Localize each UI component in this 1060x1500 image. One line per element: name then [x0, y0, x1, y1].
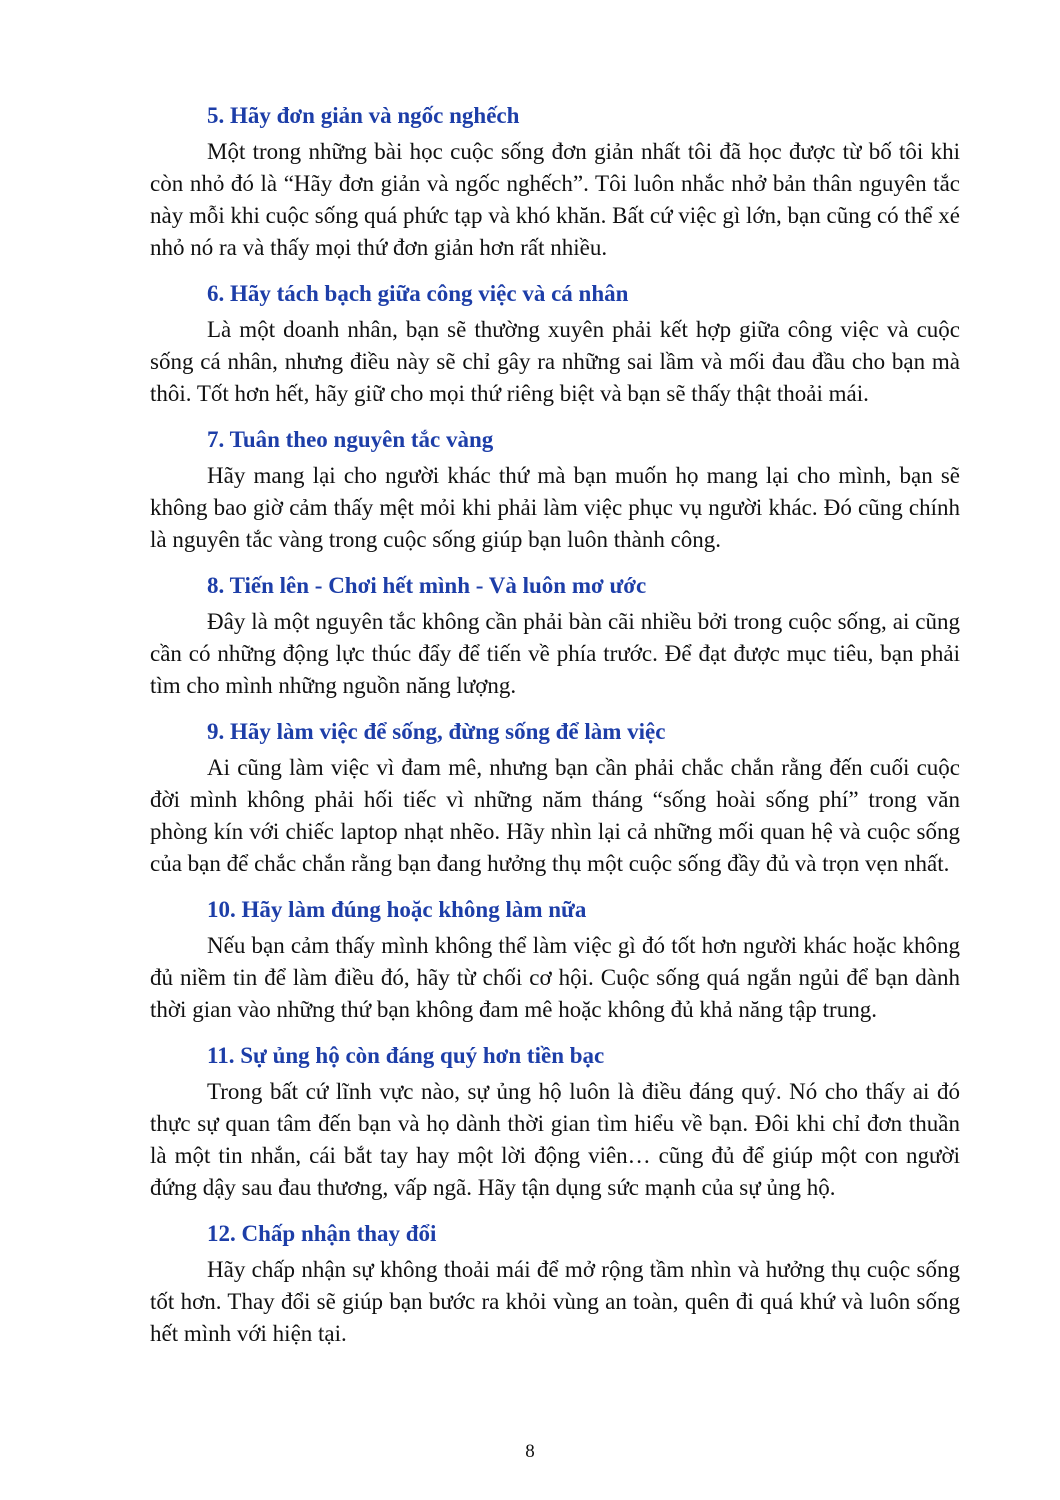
section-heading: 5. Hãy đơn giản và ngốc nghếch [207, 103, 520, 128]
page-number: 8 [525, 1441, 535, 1462]
section-11 [150, 1040, 960, 1204]
section-6 [150, 278, 960, 410]
section-paragraph: Hãy mang lại cho người khác thứ mà bạn muốn họ mang lại cho mình, bạn sẽ không bao giờ cảm thấy mệt mỏi khi phải làm việc phục vụ người khác. Đó cũng chính là nguyên tắc vàng trong cuộc sống giúp bạn luôn thành công. [150, 463, 960, 552]
section-5 [150, 100, 960, 264]
section-heading: 12. Chấp nhận thay đổi [207, 1221, 437, 1246]
section-heading: 9. Hãy làm việc để sống, đừng sống để làm việc [207, 719, 666, 744]
section-paragraph: Nếu bạn cảm thấy mình không thể làm việc gì đó tốt hơn người khác hoặc không đủ niềm tin để làm điều đó, hãy từ chối cơ hội. Cuộc sống quá ngắn ngủi để bạn dành thời gian vào những thứ bạn không đam mê hoặc không đủ khả năng tập trung. [150, 933, 960, 1022]
section-paragraph: Trong bất cứ lĩnh vực nào, sự ủng hộ luôn là điều đáng quý. Nó cho thấy ai đó thực sự quan tâm đến bạn và họ dành thời gian tìm hiểu về bạn. Đôi khi chỉ đơn thuần là một tin nhắn, cái bắt tay hay một lời động viên… cũng đủ để giúp một con người đứng dậy sau đau thương, vấp ngã. Hãy tận dụng sức mạnh của sự ủng hộ. [150, 1079, 960, 1200]
section-12 [150, 1218, 960, 1350]
section-paragraph: Là một doanh nhân, bạn sẽ thường xuyên phải kết hợp giữa công việc và cuộc sống cá nhân, nhưng điều này sẽ chỉ gây ra những sai lầm và mối đau đầu cho bạn mà thôi. Tốt hơn hết, hãy giữ cho mọi thứ riêng biệt và bạn sẽ thấy thật thoải mái. [150, 317, 960, 406]
section-heading: 8. Tiến lên - Chơi hết mình - Và luôn mơ ước [207, 573, 647, 598]
section-8 [150, 570, 960, 702]
section-heading: 11. Sự ủng hộ còn đáng quý hơn tiền bạc [207, 1043, 605, 1068]
document-page [150, 100, 960, 1364]
section-heading: 6. Hãy tách bạch giữa công việc và cá nhân [207, 281, 629, 306]
section-paragraph: Một trong những bài học cuộc sống đơn giản nhất tôi đã học được từ bố tôi khi còn nhỏ đó là “Hãy đơn giản và ngốc nghếch”. Tôi luôn nhắc nhở bản thân nguyên tắc này mỗi khi cuộc sống quá phức tạp và khó khăn. Bất cứ việc gì lớn, bạn cũng có thể xé nhỏ nó ra và thấy mọi thứ đơn giản hơn rất nhiều. [150, 139, 960, 260]
section-heading: 7. Tuân theo nguyên tắc vàng [207, 427, 494, 452]
section-10 [150, 894, 960, 1026]
section-7 [150, 424, 960, 556]
section-paragraph: Hãy chấp nhận sự không thoải mái để mở rộng tầm nhìn và hưởng thụ cuộc sống tốt hơn. Thay đổi sẽ giúp bạn bước ra khỏi vùng an toàn, quên đi quá khứ và luôn sống hết mình với hiện tại. [150, 1257, 960, 1346]
section-heading: 10. Hãy làm đúng hoặc không làm nữa [207, 897, 587, 922]
section-9 [150, 716, 960, 880]
section-paragraph: Ai cũng làm việc vì đam mê, nhưng bạn cần phải chắc chắn rằng đến cuối cuộc đời mình không phải hối tiếc vì những năm tháng “sống hoài sống phí” trong văn phòng kín với chiếc laptop nhạt nhẽo. Hãy nhìn lại cả những mối quan hệ và cuộc sống của bạn để chắc chắn rằng bạn đang hưởng thụ một cuộc sống đầy đủ và trọn vẹn nhất. [150, 755, 960, 876]
section-paragraph: Đây là một nguyên tắc không cần phải bàn cãi nhiều bởi trong cuộc sống, ai cũng cần có những động lực thúc đẩy để tiến về phía trước. Để đạt được mục tiêu, bạn phải tìm cho mình những nguồn năng lượng. [150, 609, 960, 698]
